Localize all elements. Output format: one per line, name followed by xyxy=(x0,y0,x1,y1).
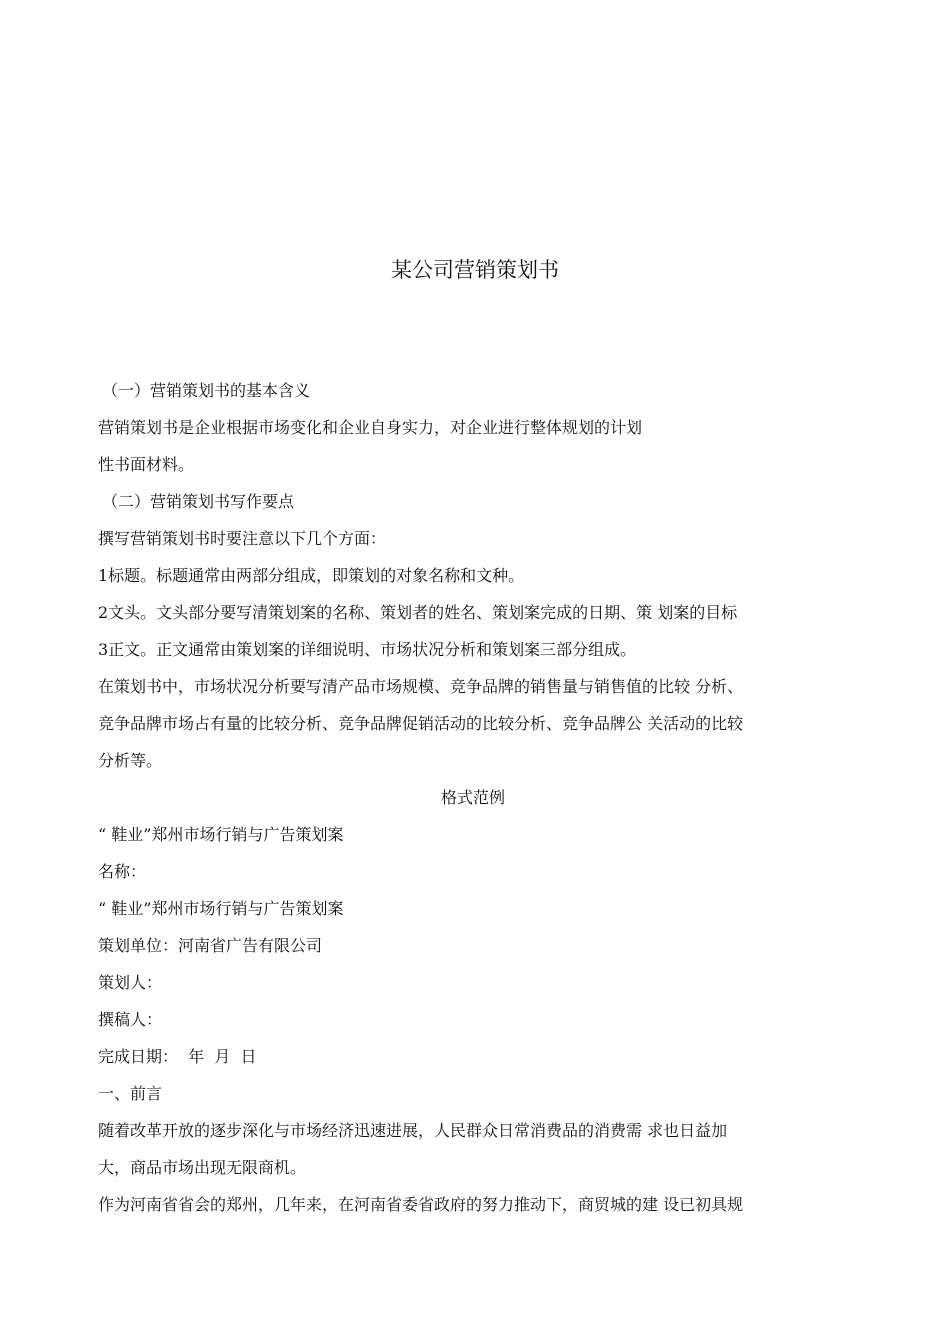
paragraph-line: 随着改革开放的逐步深化与市场经济迅速进展，人民群众日常消费品的消费需 求也日益加 xyxy=(98,1121,728,1140)
paragraph-line: 在策划书中，市场状况分析要写清产品市场规模、竞争品牌的销售量与销售值的比较 分析、 xyxy=(98,677,744,696)
section-heading-preface: 一、前言 xyxy=(98,1084,163,1103)
document-title: 某公司营销策划书 xyxy=(391,258,559,282)
list-item: 3正文。正文通常由策划案的详细说明、市场状况分析和策划案三部分组成。 xyxy=(98,640,637,659)
section-heading-2: （二）营销策划书写作要点 xyxy=(102,492,295,511)
field-writer: 撰稿人： xyxy=(98,1010,163,1029)
paragraph-line: 营销策划书是企业根据市场变化和企业自身实力，对企业进行整体规划的计划 xyxy=(98,418,643,437)
section-heading-1: （一）营销策划书的基本含义 xyxy=(102,381,311,400)
field-value-name: “ 鞋业”郑州市场行销与广告策划案 xyxy=(98,899,344,918)
field-planner: 策划人： xyxy=(98,973,163,992)
example-title: “ 鞋业”郑州市场行销与广告策划案 xyxy=(98,825,344,844)
example-heading: 格式范例 xyxy=(440,788,505,807)
field-planning-unit: 策划单位：河南省广告有限公司 xyxy=(98,936,323,955)
field-completion-date: 完成日期： 年 月 日 xyxy=(98,1047,257,1066)
paragraph-line: 性书面材料。 xyxy=(98,455,195,474)
field-label-name: 名称： xyxy=(98,862,147,881)
list-item: 2文头。文头部分要写清策划案的名称、策划者的姓名、策划案完成的日期、策 划案的目标 xyxy=(98,603,738,622)
paragraph-line: 竞争品牌市场占有量的比较分析、竞争品牌促销活动的比较分析、竞争品牌公 关活动的比较 xyxy=(98,714,744,733)
paragraph-line: 撰写营销策划书时要注意以下几个方面： xyxy=(98,529,387,548)
list-item: 1标题。标题通常由两部分组成，即策划的对象名称和文种。 xyxy=(98,566,525,585)
paragraph-line: 大，商品市场出现无限商机。 xyxy=(98,1158,307,1177)
paragraph-line: 作为河南省省会的郑州，几年来，在河南省委省政府的努力推动下，商贸城的建 设已初具规 xyxy=(98,1195,744,1214)
paragraph-line: 分析等。 xyxy=(98,751,163,770)
document-body xyxy=(98,372,858,1223)
